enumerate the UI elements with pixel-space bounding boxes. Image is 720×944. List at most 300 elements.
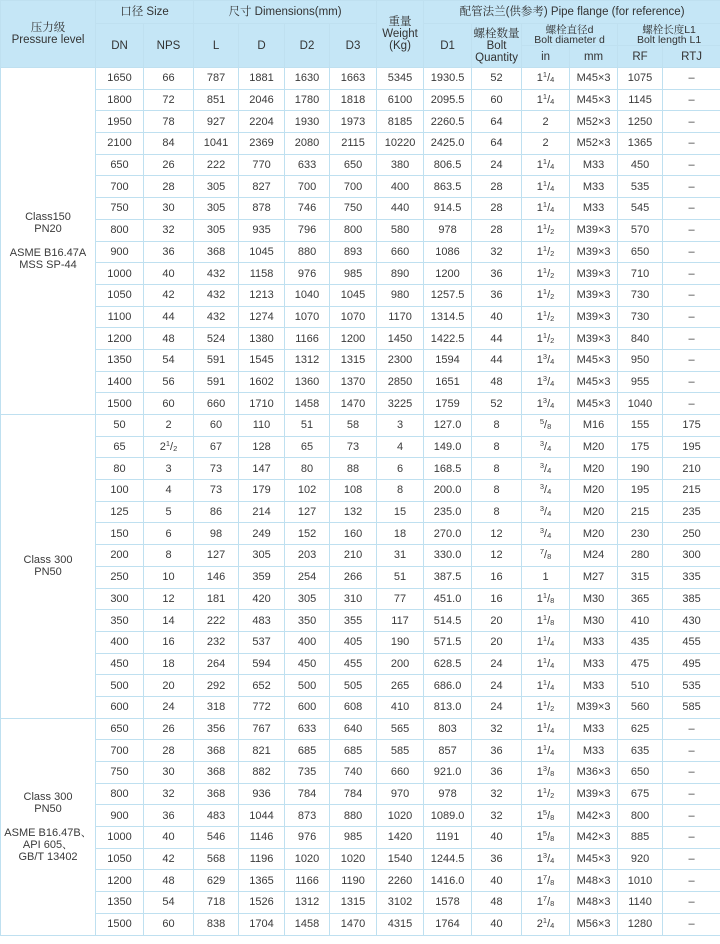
- dn-cell: 1500: [96, 393, 144, 415]
- dimensions-header: 尺寸 Dimensions(mm): [194, 1, 377, 24]
- dn-cell: 400: [96, 631, 144, 653]
- bolt-diameter-mm-cell: M56×3: [570, 913, 618, 935]
- bolt-length-rf-cell: 885: [618, 827, 663, 849]
- d-cell: 359: [239, 566, 285, 588]
- bolt-length-rtj-cell: –: [663, 740, 720, 762]
- d-cell: 537: [239, 631, 285, 653]
- bolt-length-rtj-cell: 585: [663, 696, 720, 718]
- d2-cell: 746: [285, 198, 330, 220]
- weight-cell: 31: [377, 545, 424, 567]
- d-cell: 1274: [239, 306, 285, 328]
- bolt-length-rf-cell: 195: [618, 480, 663, 502]
- bolt-length-rtj-cell: –: [663, 68, 720, 90]
- d3-cell: 1315: [330, 892, 377, 914]
- d2-cell: 203: [285, 545, 330, 567]
- bolt-diameter-in-cell: $1^1/_4$: [522, 89, 570, 111]
- dn-cell: 650: [96, 154, 144, 176]
- bolt-diameter-in-cell: $1^1/_4$: [522, 653, 570, 675]
- l-cell: 591: [194, 349, 239, 371]
- dn-cell: 1100: [96, 306, 144, 328]
- nps-cell: 84: [144, 133, 194, 155]
- bolt-diameter-mm-cell: M30: [570, 588, 618, 610]
- table-row: [1, 284, 720, 306]
- bolt-quantity-cell: 8: [472, 436, 522, 458]
- l-cell: 86: [194, 501, 239, 523]
- l-cell: 73: [194, 480, 239, 502]
- d2-cell: 873: [285, 805, 330, 827]
- d-cell: 772: [239, 696, 285, 718]
- table-header: [1, 1, 720, 68]
- bolt-quantity-cell: 28: [472, 198, 522, 220]
- bolt-quantity-cell: 36: [472, 762, 522, 784]
- weight-cell: 51: [377, 566, 424, 588]
- d3-cell: 750: [330, 198, 377, 220]
- d3-cell: 685: [330, 740, 377, 762]
- dn-cell: 800: [96, 219, 144, 241]
- d-cell: 821: [239, 740, 285, 762]
- table-row: [1, 588, 720, 610]
- d1-cell: 168.5: [424, 458, 472, 480]
- d3-cell: 505: [330, 675, 377, 697]
- d2-cell: 1166: [285, 328, 330, 350]
- bolt-diameter-mm-cell: M33: [570, 653, 618, 675]
- d1-cell: 1416.0: [424, 870, 472, 892]
- table-row: [1, 762, 720, 784]
- l-cell: 591: [194, 371, 239, 393]
- bolt-diameter-in-cell: $1^7/_8$: [522, 870, 570, 892]
- d3-cell: 1200: [330, 328, 377, 350]
- bolt-length-rtj-cell: –: [663, 892, 720, 914]
- bolt-length-rtj-cell: –: [663, 89, 720, 111]
- bolt-length-rf-cell: 1075: [618, 68, 663, 90]
- d3-cell: 88: [330, 458, 377, 480]
- bolt-length-rf-cell: 365: [618, 588, 663, 610]
- bolt-length-rtj-cell: 250: [663, 523, 720, 545]
- bolt-quantity-header: 螺栓数量 Bolt Quantity: [472, 24, 522, 68]
- bolt-quantity-cell: 20: [472, 631, 522, 653]
- bolt-diameter-in-cell: $^3/_4$: [522, 436, 570, 458]
- d-cell: 214: [239, 501, 285, 523]
- dn-cell: 125: [96, 501, 144, 523]
- bolt-diameter-mm-cell: M45×3: [570, 349, 618, 371]
- bolt-length-rtj-cell: –: [663, 805, 720, 827]
- l-cell: 222: [194, 154, 239, 176]
- bolt-length-rf-cell: 570: [618, 219, 663, 241]
- dn-cell: 800: [96, 783, 144, 805]
- d3-cell: 784: [330, 783, 377, 805]
- dn-cell: 1800: [96, 89, 144, 111]
- d3-cell: 1020: [330, 848, 377, 870]
- nps-cell: 54: [144, 892, 194, 914]
- table-row: [1, 154, 720, 176]
- d3-cell: 355: [330, 610, 377, 632]
- nps-cell: 40: [144, 263, 194, 285]
- d-cell: 110: [239, 415, 285, 437]
- d1-cell: 149.0: [424, 436, 472, 458]
- bolt-quantity-cell: 36: [472, 284, 522, 306]
- bolt-diameter-mm-cell: M39×3: [570, 328, 618, 350]
- d2-cell: 1458: [285, 393, 330, 415]
- dn-cell: 450: [96, 653, 144, 675]
- weight-cell: 1420: [377, 827, 424, 849]
- d-cell: 594: [239, 653, 285, 675]
- bolt-quantity-cell: 60: [472, 89, 522, 111]
- l-cell: 305: [194, 176, 239, 198]
- bolt-length-rf-cell: 190: [618, 458, 663, 480]
- weight-cell: 3225: [377, 393, 424, 415]
- d2-cell: 700: [285, 176, 330, 198]
- l-cell: 67: [194, 436, 239, 458]
- weight-cell: 2850: [377, 371, 424, 393]
- pipe-flange-header: 配管法兰(供参考) Pipe flange (for reference): [424, 1, 720, 24]
- d3-cell: 1045: [330, 284, 377, 306]
- bolt-diameter-mm-cell: M45×3: [570, 393, 618, 415]
- bolt-diameter-mm-cell: M45×3: [570, 371, 618, 393]
- dn-cell: 200: [96, 545, 144, 567]
- d1-cell: 200.0: [424, 480, 472, 502]
- bolt-length-rf-cell: 675: [618, 783, 663, 805]
- table-row: [1, 111, 720, 133]
- weight-cell: 18: [377, 523, 424, 545]
- bolt-diameter-mm-cell: M45×3: [570, 89, 618, 111]
- bolt-length-rf-cell: 215: [618, 501, 663, 523]
- bolt-quantity-cell: 32: [472, 783, 522, 805]
- d-cell: 128: [239, 436, 285, 458]
- d2-cell: 305: [285, 588, 330, 610]
- table-row: [1, 523, 720, 545]
- bolt-length-rf-cell: 230: [618, 523, 663, 545]
- d-cell: 1158: [239, 263, 285, 285]
- nps-cell: 26: [144, 154, 194, 176]
- dn-cell: 1000: [96, 263, 144, 285]
- bolt-length-rtj-cell: 300: [663, 545, 720, 567]
- bolt-quantity-cell: 40: [472, 870, 522, 892]
- weight-cell: 6: [377, 458, 424, 480]
- table-row: [1, 545, 720, 567]
- bolt-diameter-mm-cell: M20: [570, 436, 618, 458]
- table-row: [1, 870, 720, 892]
- weight-cell: 440: [377, 198, 424, 220]
- dn-cell: 100: [96, 480, 144, 502]
- bolt-length-rf-cell: 625: [618, 718, 663, 740]
- table-row: [1, 176, 720, 198]
- mm-header: mm: [570, 46, 618, 68]
- bolt-length-rf-cell: 710: [618, 263, 663, 285]
- d3-cell: 266: [330, 566, 377, 588]
- bolt-length-rtj-cell: –: [663, 328, 720, 350]
- d2-cell: 600: [285, 696, 330, 718]
- d1-cell: 2425.0: [424, 133, 472, 155]
- bolt-length-rf-cell: 1040: [618, 393, 663, 415]
- d2-cell: 450: [285, 653, 330, 675]
- bolt-diameter-in-cell: $1^1/_2$: [522, 696, 570, 718]
- d2-cell: 633: [285, 154, 330, 176]
- l-cell: 851: [194, 89, 239, 111]
- weight-cell: 1170: [377, 306, 424, 328]
- bolt-diameter-mm-cell: M20: [570, 501, 618, 523]
- weight-cell: 660: [377, 762, 424, 784]
- l-cell: 222: [194, 610, 239, 632]
- bolt-quantity-cell: 24: [472, 653, 522, 675]
- nps-cell: 20: [144, 675, 194, 697]
- d3-cell: 2115: [330, 133, 377, 155]
- d1-cell: 514.5: [424, 610, 472, 632]
- dn-cell: 1050: [96, 848, 144, 870]
- d1-cell: 1764: [424, 913, 472, 935]
- nps-cell: 14: [144, 610, 194, 632]
- weight-cell: 190: [377, 631, 424, 653]
- bore-size-header: 口径 Size: [96, 1, 194, 24]
- bolt-length-rf-cell: 435: [618, 631, 663, 653]
- l-header: L: [194, 24, 239, 68]
- weight-cell: 117: [377, 610, 424, 632]
- pressure-level-cell: Class 300 PN50 ASME B16.47B、 API 605、 GB/T 13402: [1, 718, 96, 935]
- weight-cell: 2260: [377, 870, 424, 892]
- l-cell: 483: [194, 805, 239, 827]
- dn-cell: 1500: [96, 913, 144, 935]
- d3-cell: 985: [330, 263, 377, 285]
- d-cell: 2046: [239, 89, 285, 111]
- bolt-length-header: 螺栓长度L1 Bolt length L1: [618, 24, 720, 46]
- bolt-quantity-cell: 52: [472, 393, 522, 415]
- dn-cell: 500: [96, 675, 144, 697]
- d3-cell: 405: [330, 631, 377, 653]
- d1-cell: 686.0: [424, 675, 472, 697]
- l-cell: 432: [194, 306, 239, 328]
- bolt-diameter-in-cell: $1^1/_2$: [522, 263, 570, 285]
- table-row: [1, 631, 720, 653]
- d-cell: 1045: [239, 241, 285, 263]
- d-cell: 1044: [239, 805, 285, 827]
- dn-cell: 250: [96, 566, 144, 588]
- bolt-diameter-mm-cell: M33: [570, 631, 618, 653]
- weight-cell: 77: [377, 588, 424, 610]
- d-cell: 1380: [239, 328, 285, 350]
- bolt-quantity-cell: 24: [472, 675, 522, 697]
- bolt-length-rf-cell: 510: [618, 675, 663, 697]
- nps-cell: 30: [144, 762, 194, 784]
- weight-cell: 890: [377, 263, 424, 285]
- l-cell: 146: [194, 566, 239, 588]
- bolt-length-rtj-cell: –: [663, 284, 720, 306]
- bolt-diameter-mm-cell: M27: [570, 566, 618, 588]
- l-cell: 432: [194, 284, 239, 306]
- d-cell: 249: [239, 523, 285, 545]
- table-row: [1, 306, 720, 328]
- d-cell: 147: [239, 458, 285, 480]
- d-cell: 1602: [239, 371, 285, 393]
- bolt-quantity-cell: 44: [472, 349, 522, 371]
- bolt-quantity-cell: 48: [472, 892, 522, 914]
- d2-cell: 1312: [285, 892, 330, 914]
- weight-cell: 970: [377, 783, 424, 805]
- d2-cell: 80: [285, 458, 330, 480]
- bolt-diameter-mm-cell: M20: [570, 458, 618, 480]
- d1-cell: 806.5: [424, 154, 472, 176]
- bolt-diameter-mm-cell: M33: [570, 718, 618, 740]
- bolt-length-rtj-cell: –: [663, 848, 720, 870]
- bolt-diameter-mm-cell: M33: [570, 675, 618, 697]
- d2-cell: 1040: [285, 284, 330, 306]
- nps-cell: 3: [144, 458, 194, 480]
- d2-cell: 796: [285, 219, 330, 241]
- d1-cell: 387.5: [424, 566, 472, 588]
- d2-cell: 1166: [285, 870, 330, 892]
- l-cell: 368: [194, 762, 239, 784]
- d2-cell: 784: [285, 783, 330, 805]
- d1-cell: 863.5: [424, 176, 472, 198]
- l-cell: 318: [194, 696, 239, 718]
- bolt-diameter-mm-cell: M36×3: [570, 762, 618, 784]
- bolt-quantity-cell: 44: [472, 328, 522, 350]
- bolt-length-rtj-cell: –: [663, 241, 720, 263]
- d-cell: 1526: [239, 892, 285, 914]
- bolt-diameter-mm-cell: M39×3: [570, 219, 618, 241]
- bolt-length-rf-cell: 1140: [618, 892, 663, 914]
- bolt-length-rf-cell: 1280: [618, 913, 663, 935]
- bolt-diameter-in-cell: $1^1/_4$: [522, 176, 570, 198]
- l-cell: 127: [194, 545, 239, 567]
- bolt-diameter-in-cell: $1^3/_4$: [522, 393, 570, 415]
- weight-cell: 1450: [377, 328, 424, 350]
- bolt-length-rtj-cell: –: [663, 306, 720, 328]
- d-cell: 2369: [239, 133, 285, 155]
- d-cell: 1146: [239, 827, 285, 849]
- dn-cell: 1200: [96, 870, 144, 892]
- l-cell: 629: [194, 870, 239, 892]
- d2-cell: 500: [285, 675, 330, 697]
- bolt-length-rf-cell: 475: [618, 653, 663, 675]
- d2-cell: 685: [285, 740, 330, 762]
- bolt-diameter-mm-cell: M42×3: [570, 805, 618, 827]
- nps-cell: 72: [144, 89, 194, 111]
- dn-cell: 2100: [96, 133, 144, 155]
- l-cell: 718: [194, 892, 239, 914]
- d1-cell: 127.0: [424, 415, 472, 437]
- nps-cell: 44: [144, 306, 194, 328]
- l-cell: 98: [194, 523, 239, 545]
- d1-cell: 628.5: [424, 653, 472, 675]
- l-cell: 524: [194, 328, 239, 350]
- bolt-quantity-cell: 16: [472, 566, 522, 588]
- d3-cell: 740: [330, 762, 377, 784]
- bolt-length-rtj-cell: 430: [663, 610, 720, 632]
- weight-cell: 585: [377, 740, 424, 762]
- bolt-diameter-in-cell: $1^3/_4$: [522, 349, 570, 371]
- bolt-length-rtj-cell: –: [663, 219, 720, 241]
- bolt-diameter-in-cell: $1^1/_2$: [522, 783, 570, 805]
- d1-cell: 235.0: [424, 501, 472, 523]
- bolt-diameter-in-cell: $1^1/_4$: [522, 68, 570, 90]
- bolt-quantity-cell: 8: [472, 480, 522, 502]
- bolt-length-rf-cell: 545: [618, 198, 663, 220]
- d2-cell: 1070: [285, 306, 330, 328]
- table-row: [1, 241, 720, 263]
- bolt-length-rtj-cell: 215: [663, 480, 720, 502]
- dn-header: DN: [96, 24, 144, 68]
- d2-cell: 127: [285, 501, 330, 523]
- table-row: [1, 328, 720, 350]
- d3-cell: 310: [330, 588, 377, 610]
- d3-cell: 58: [330, 415, 377, 437]
- bolt-length-rtj-cell: –: [663, 349, 720, 371]
- bolt-quantity-cell: 48: [472, 371, 522, 393]
- bolt-diameter-mm-cell: M45×3: [570, 68, 618, 90]
- dn-cell: 1950: [96, 111, 144, 133]
- nps-cell: $2^1/_2$: [144, 436, 194, 458]
- d2-cell: 976: [285, 263, 330, 285]
- bolt-quantity-cell: 52: [472, 68, 522, 90]
- table-row: [1, 610, 720, 632]
- dn-cell: 1000: [96, 827, 144, 849]
- bolt-length-rtj-cell: –: [663, 393, 720, 415]
- bolt-quantity-cell: 24: [472, 154, 522, 176]
- weight-header: 重量 Weight (Kg): [377, 1, 424, 68]
- nps-cell: 10: [144, 566, 194, 588]
- bolt-length-rf-cell: 730: [618, 306, 663, 328]
- l-cell: 546: [194, 827, 239, 849]
- bolt-quantity-cell: 12: [472, 523, 522, 545]
- d2-cell: 400: [285, 631, 330, 653]
- bolt-quantity-cell: 20: [472, 610, 522, 632]
- nps-cell: 8: [144, 545, 194, 567]
- weight-cell: 10220: [377, 133, 424, 155]
- bolt-length-rtj-cell: –: [663, 133, 720, 155]
- bolt-diameter-in-cell: 2: [522, 133, 570, 155]
- bolt-diameter-in-cell: $1^1/_4$: [522, 675, 570, 697]
- l-cell: 264: [194, 653, 239, 675]
- nps-cell: 42: [144, 284, 194, 306]
- table-row: [1, 653, 720, 675]
- dn-cell: 1050: [96, 284, 144, 306]
- bolt-diameter-in-cell: $1^1/_2$: [522, 241, 570, 263]
- table-row: [1, 415, 720, 437]
- nps-cell: 28: [144, 176, 194, 198]
- d2-cell: 633: [285, 718, 330, 740]
- d1-cell: 857: [424, 740, 472, 762]
- d2-cell: 1360: [285, 371, 330, 393]
- table-row: [1, 133, 720, 155]
- table-row: [1, 783, 720, 805]
- bolt-length-rtj-cell: –: [663, 913, 720, 935]
- dn-cell: 300: [96, 588, 144, 610]
- bolt-diameter-in-cell: 1: [522, 566, 570, 588]
- d3-cell: 1370: [330, 371, 377, 393]
- bolt-diameter-mm-cell: M33: [570, 198, 618, 220]
- d1-cell: 803: [424, 718, 472, 740]
- weight-cell: 4: [377, 436, 424, 458]
- dn-cell: 650: [96, 718, 144, 740]
- pressure-level-cell: Class 300 PN50: [1, 415, 96, 719]
- d-cell: 1545: [239, 349, 285, 371]
- bolt-quantity-cell: 32: [472, 718, 522, 740]
- bolt-diameter-in-cell: $^3/_4$: [522, 480, 570, 502]
- bolt-diameter-in-cell: $^7/_8$: [522, 545, 570, 567]
- d1-header: D1: [424, 24, 472, 68]
- bolt-diameter-in-cell: $2^1/_4$: [522, 913, 570, 935]
- dn-cell: 350: [96, 610, 144, 632]
- dn-cell: 900: [96, 805, 144, 827]
- d2-cell: 976: [285, 827, 330, 849]
- bolt-length-rf-cell: 840: [618, 328, 663, 350]
- dn-cell: 1350: [96, 349, 144, 371]
- bolt-diameter-in-cell: $1^1/_4$: [522, 198, 570, 220]
- bolt-diameter-in-cell: $^3/_4$: [522, 523, 570, 545]
- bolt-length-rtj-cell: 495: [663, 653, 720, 675]
- bolt-quantity-cell: 28: [472, 176, 522, 198]
- l-cell: 368: [194, 740, 239, 762]
- bolt-quantity-cell: 64: [472, 133, 522, 155]
